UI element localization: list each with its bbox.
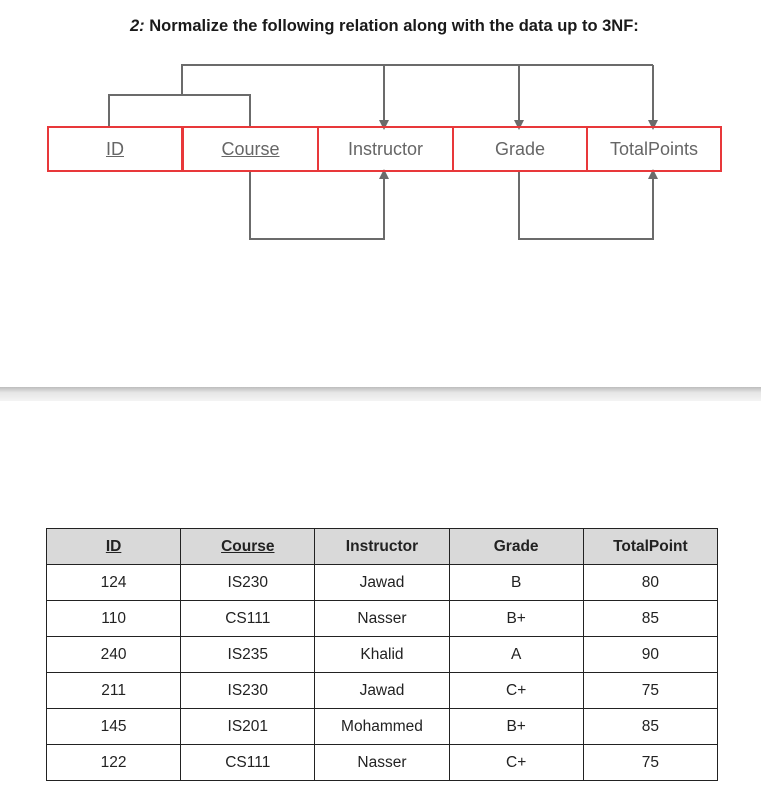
table-row xyxy=(47,565,718,601)
cell-instructor: Nasser xyxy=(315,745,449,781)
cell-grade: B+ xyxy=(449,601,583,637)
transitive-dependency-line xyxy=(519,172,653,239)
cell-instructor: Jawad xyxy=(315,673,449,709)
cell-id: 145 xyxy=(47,709,181,745)
attr-label: TotalPoints xyxy=(609,138,699,159)
attr-label: ID xyxy=(106,138,124,159)
cell-totalpoint: 80 xyxy=(583,565,717,601)
cell-grade: B xyxy=(449,565,583,601)
cell-totalpoint: 75 xyxy=(583,745,717,781)
cell-totalpoint: 90 xyxy=(583,637,717,673)
cell-course: IS230 xyxy=(181,673,315,709)
table-row xyxy=(47,637,718,673)
cell-totalpoint: 75 xyxy=(583,673,717,709)
header-course: Course xyxy=(181,529,315,565)
cell-id: 122 xyxy=(47,745,181,781)
cell-course: IS201 xyxy=(181,709,315,745)
cell-course: IS235 xyxy=(181,637,315,673)
attr-label: Course xyxy=(221,138,280,159)
header-totalpoint: TotalPoint xyxy=(583,529,717,565)
question-number: 2: xyxy=(130,17,145,35)
cell-grade: A xyxy=(449,637,583,673)
partial-dependency-line xyxy=(250,172,384,239)
attr-label: Instructor xyxy=(347,138,424,159)
table-row xyxy=(47,673,718,709)
cell-course: CS111 xyxy=(181,745,315,781)
attr-box-instructor xyxy=(317,126,454,172)
page-divider xyxy=(0,387,761,401)
table-row xyxy=(47,601,718,637)
attr-box-totalpoints xyxy=(586,126,722,172)
cell-course: CS111 xyxy=(181,601,315,637)
cell-instructor: Nasser xyxy=(315,601,449,637)
key-bracket-line xyxy=(109,95,250,126)
table-row xyxy=(47,745,718,781)
cell-totalpoint: 85 xyxy=(583,601,717,637)
cell-id: 211 xyxy=(47,673,181,709)
table-row xyxy=(47,709,718,745)
header-id: ID xyxy=(47,529,181,565)
cell-course: IS230 xyxy=(181,565,315,601)
full-dependency-line xyxy=(182,65,653,95)
cell-grade: C+ xyxy=(449,745,583,781)
attr-box-id xyxy=(47,126,183,172)
attr-box-grade xyxy=(452,126,588,172)
data-table xyxy=(46,528,718,781)
cell-grade: B+ xyxy=(449,709,583,745)
cell-instructor: Mohammed xyxy=(315,709,449,745)
cell-instructor: Jawad xyxy=(315,565,449,601)
table-header-row xyxy=(47,529,718,565)
attr-label: Grade xyxy=(494,138,546,159)
header-grade: Grade xyxy=(449,529,583,565)
cell-id: 110 xyxy=(47,601,181,637)
attr-box-course xyxy=(182,126,319,172)
cell-id: 240 xyxy=(47,637,181,673)
cell-id: 124 xyxy=(47,565,181,601)
cell-totalpoint: 85 xyxy=(583,709,717,745)
question-text: Normalize the following relation along with the data up to 3NF: xyxy=(149,17,639,35)
cell-grade: C+ xyxy=(449,673,583,709)
cell-instructor: Khalid xyxy=(315,637,449,673)
header-instructor: Instructor xyxy=(315,529,449,565)
